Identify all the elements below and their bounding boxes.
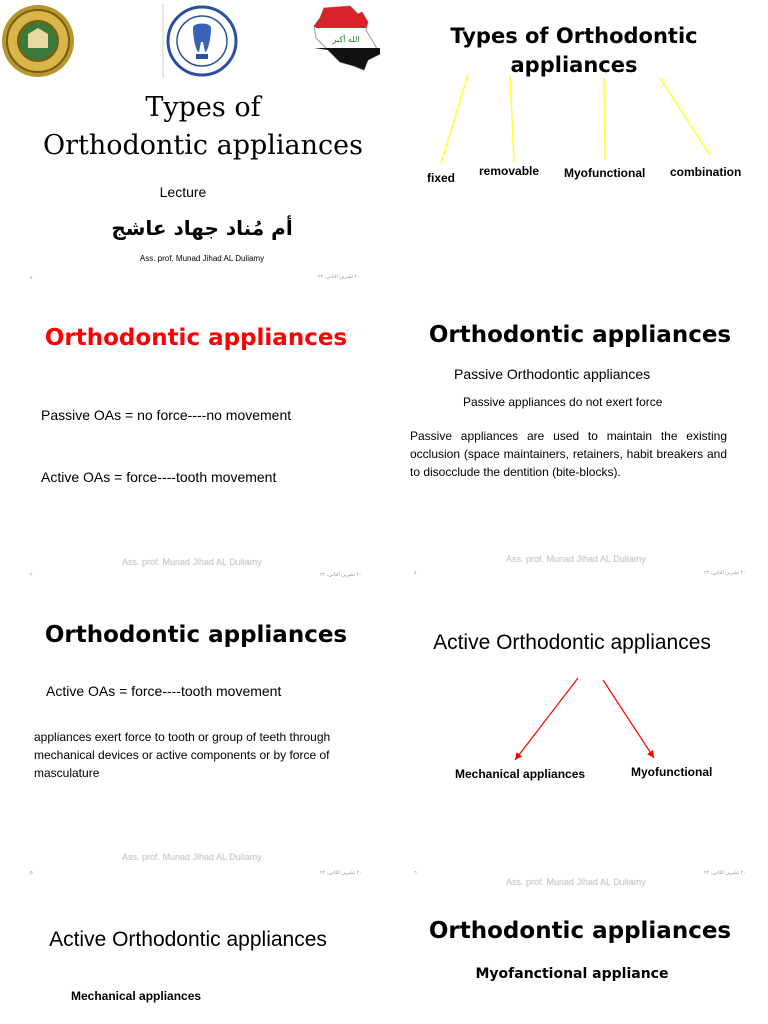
slide5-page-mark: ٥ <box>30 870 33 876</box>
slide-mechanical <box>0 900 384 1024</box>
type-removable: removable <box>479 164 540 178</box>
slide4-sub2: Passive appliances do not exert force <box>463 395 663 409</box>
slide2-title-line2: appliances <box>510 53 638 77</box>
slide-active-oa <box>0 600 384 895</box>
slide1-arabic-name: أم مُناد جهاد عاشج <box>111 216 293 240</box>
slide1-title-line1: Types of <box>145 92 261 123</box>
slide4-title: Orthodontic appliances <box>428 322 732 348</box>
slide7-label: Mechanical appliances <box>71 989 202 1003</box>
slide5-footer: Ass. prof. Munad Jihad AL Duliamy <box>122 852 262 862</box>
type-combination: combination <box>670 165 742 179</box>
slide4-body: Passive appliances are used to maintain the existing occlusion (space maintainers, retainers, habit breakers and to disocclude the dentition (bite-blocks). <box>410 429 727 479</box>
slide6-date-mark: ٢٠ تشرين الثاني، ٢٢ <box>704 870 746 876</box>
slide8-subtitle: Myofanctional appliance <box>475 966 669 982</box>
slide3-line1: Passive OAs = no force----no movement <box>41 407 292 423</box>
slide5-date-mark: ٢٠ تشرين الثاني، ٢٢ <box>320 870 362 876</box>
type-myofunctional: Myofunctional <box>564 166 646 180</box>
iraq-map-flag-logo <box>310 4 382 74</box>
connector-combination <box>660 78 710 155</box>
svg-text:الله أكبر: الله أكبر <box>332 35 360 44</box>
slide2-title-line1: Types of Orthodontic <box>450 24 698 48</box>
slide1-author: Ass. prof. Munad Jihad AL Duliamy <box>139 254 265 263</box>
slide4-subtitle: Passive Orthodontic appliances <box>454 366 651 382</box>
slide5-body: appliances exert force to tooth or group of teeth through mechanical devices or active components or by force of masculature <box>34 730 331 780</box>
slide-active-types <box>384 600 768 895</box>
slide6-myofunctional: Myofunctional <box>631 765 713 779</box>
connector-myofunctional <box>604 78 605 160</box>
slide3-line2: Active OAs = force----tooth movement <box>41 469 277 485</box>
slide3-page-mark: ٢ <box>30 572 33 578</box>
slide6-footer: Ass. prof. Munad Jihad AL Duliamy <box>506 877 646 887</box>
slide4-footer: Ass. prof. Munad Jihad AL Duliamy <box>506 554 646 564</box>
slide1-subtitle: Lecture <box>159 184 207 200</box>
slide3-title: Orthodontic appliances <box>44 325 348 351</box>
connector-fixed <box>441 74 468 164</box>
arrow-mechanical <box>515 678 578 760</box>
slide-myofunctional <box>384 900 768 1024</box>
slide-oa-overview <box>0 300 384 595</box>
type-fixed: fixed <box>427 171 456 185</box>
slide4-page-mark: ٤ <box>414 570 417 576</box>
arrow-myofunctional <box>603 680 654 758</box>
slide4-date-mark: ٢٠ تشرين الثاني، ٢٢ <box>704 570 746 576</box>
university-seal-logo <box>1 4 75 78</box>
slide3-footer: Ass. prof. Munad Jihad AL Duliamy <box>122 557 262 567</box>
slide6-title: Active Orthodontic appliances <box>433 631 711 654</box>
slide1-date-mark: ٢٠ تشرين الثاني، ٢٢ <box>318 274 360 280</box>
connector-removable <box>510 76 514 162</box>
slide5-title: Orthodontic appliances <box>44 622 348 648</box>
slide-passive-oa <box>384 300 768 595</box>
slide-types-diagram <box>384 0 768 295</box>
slide1-title-line2: Orthodontic appliances <box>42 130 364 161</box>
college-of-dentistry-logo <box>162 4 240 78</box>
slide3-date-mark: ٢٠ تشرين الثاني، ٢٢ <box>320 572 362 578</box>
slide8-title: Orthodontic appliances <box>428 918 732 944</box>
slide7-title: Active Orthodontic appliances <box>49 928 327 951</box>
slide1-page-mark: ٤ <box>30 275 33 281</box>
slide5-line1: Active OAs = force----tooth movement <box>46 683 282 699</box>
slide-title <box>0 0 384 295</box>
slide6-page-mark: ٦ <box>414 870 417 876</box>
slide6-mechanical: Mechanical appliances <box>455 767 586 781</box>
